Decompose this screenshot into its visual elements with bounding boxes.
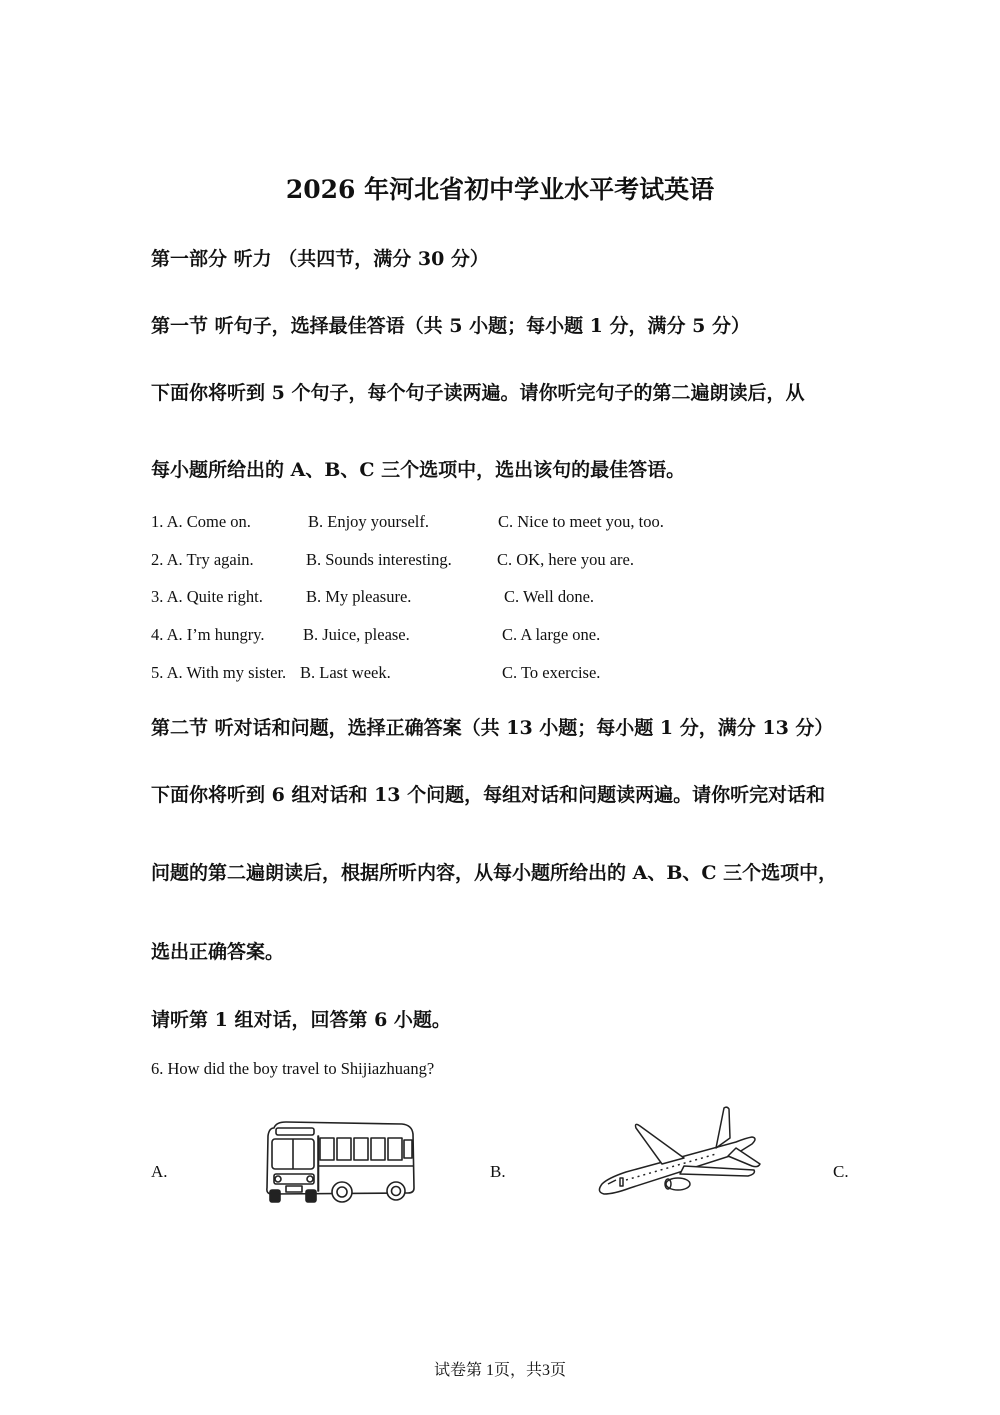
question-2-option-a: 2. A. Try again.	[151, 550, 254, 569]
group-prompt: 请听第 1 组对话，回答第 6 小题。	[151, 1009, 451, 1031]
question-6-option-a-label: A.	[151, 1162, 168, 1181]
section2-instruction-line1: 下面你将听到 6 组对话和 13 个问题，每组对话和问题读两遍。请你听完对话和	[151, 784, 826, 806]
question-3-option-b: B. My pleasure.	[306, 587, 412, 606]
bus-icon	[262, 1118, 418, 1208]
question-4-option-c: C. A large one.	[502, 625, 601, 644]
question-6-option-c-label: C.	[833, 1162, 849, 1181]
airplane-icon	[596, 1104, 762, 1200]
question-2-option-b: B. Sounds interesting.	[306, 550, 452, 569]
question-5-option-c: C. To exercise.	[502, 663, 601, 682]
section1-instruction-line2: 每小题所给出的 A、B、C 三个选项中，选出该句的最佳答语。	[151, 459, 686, 481]
question-6-text: 6. How did the boy travel to Shijiazhuang?	[151, 1059, 435, 1078]
question-1-option-a: 1. A. Come on.	[151, 512, 251, 531]
section1-instruction-line1: 下面你将听到 5 个句子，每个句子读两遍。请你听完句子的第二遍朗读后，从	[151, 382, 805, 404]
question-1-option-b: B. Enjoy yourself.	[308, 512, 429, 531]
question-4-option-b: B. Juice, please.	[303, 625, 410, 644]
section2-instruction-line2: 问题的第二遍朗读后，根据所听内容，从每小题所给出的 A、B、C 三个选项中，	[151, 862, 838, 884]
question-1-option-c: C. Nice to meet you, too.	[498, 512, 664, 531]
question-3-option-a: 3. A. Quite right.	[151, 587, 263, 606]
question-2-option-c: C. OK, here you are.	[497, 550, 634, 569]
question-5-option-b: B. Last week.	[300, 663, 391, 682]
part1-heading: 第一部分 听力 （共四节，满分 30 分）	[151, 248, 489, 270]
page-title: 2026 年河北省初中学业水平考试英语	[285, 175, 715, 204]
section2-heading: 第二节 听对话和问题，选择正确答案（共 13 小题；每小题 1 分，满分 13 分）	[151, 717, 834, 739]
section2-instruction-line3: 选出正确答案。	[151, 941, 285, 963]
question-5-option-a: 5. A. With my sister.	[151, 663, 287, 682]
section1-heading: 第一节 听句子，选择最佳答语（共 5 小题；每小题 1 分，满分 5 分）	[151, 315, 750, 337]
page-footer: 试卷第 1页，共3页	[433, 1362, 566, 1379]
question-4-option-a: 4. A. I’m hungry.	[151, 625, 265, 644]
question-6-option-b-label: B.	[490, 1162, 506, 1181]
question-3-option-c: C. Well done.	[504, 587, 595, 606]
